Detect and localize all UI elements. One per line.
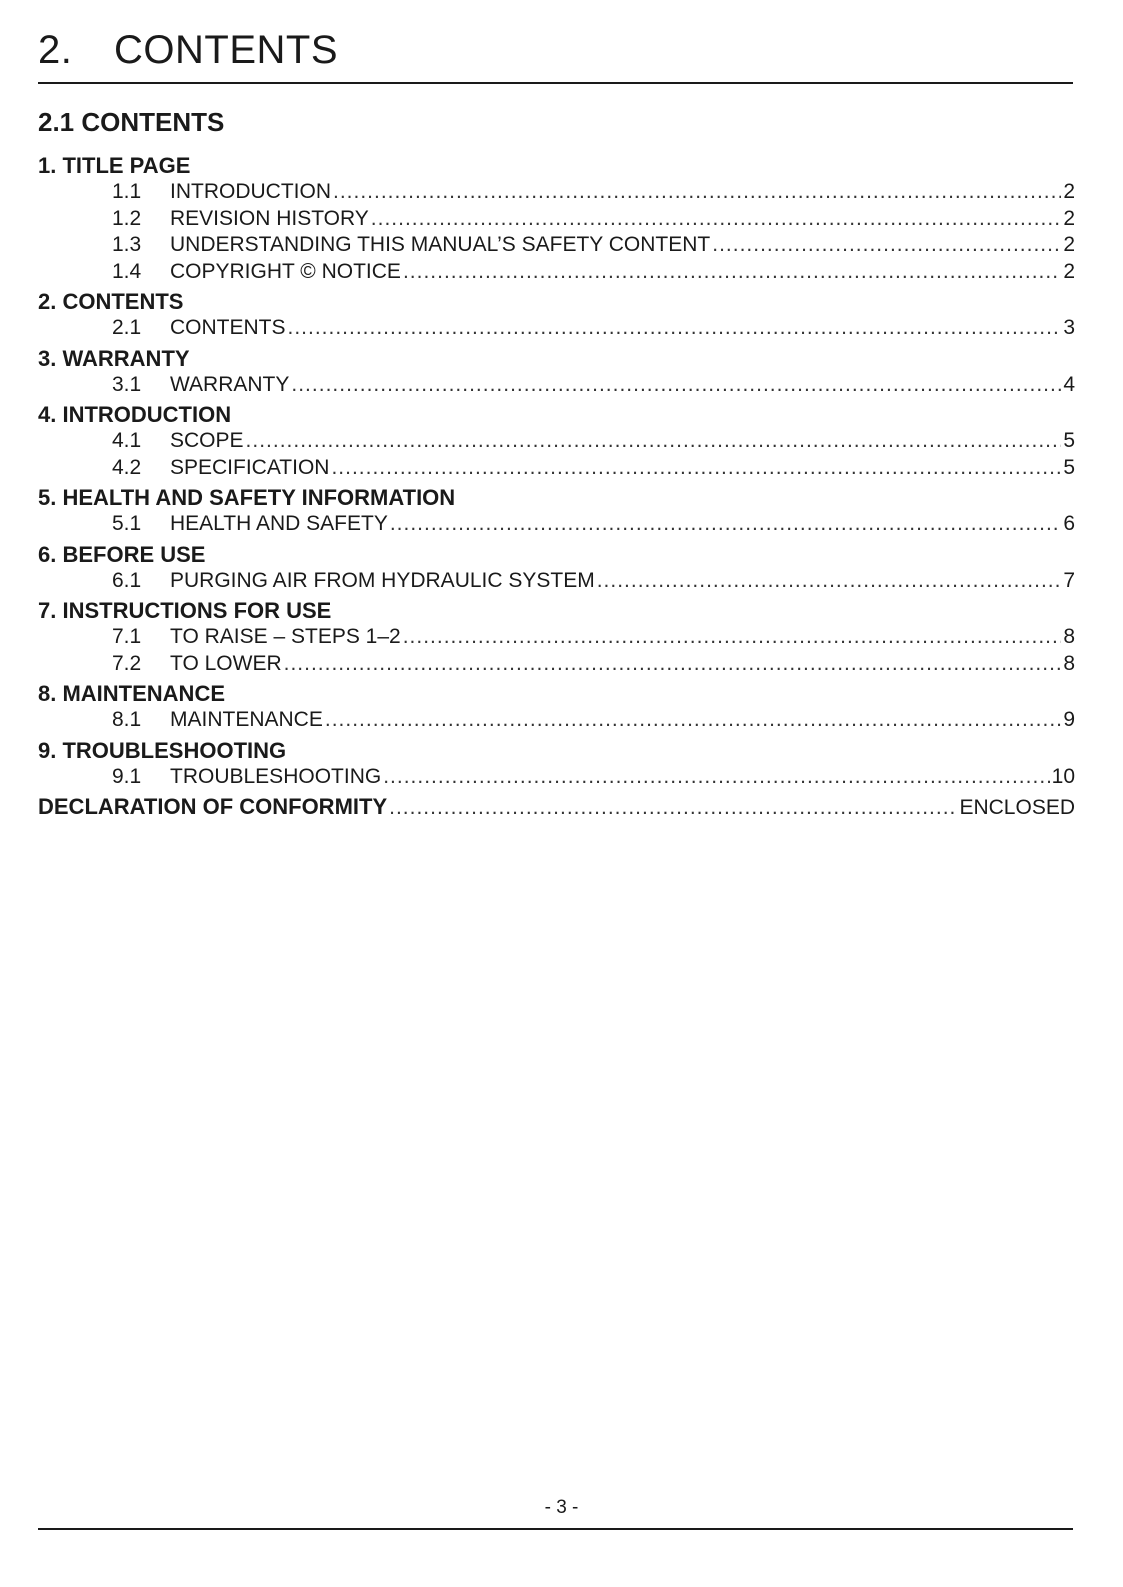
toc-entry-page: 2 (1063, 206, 1075, 230)
toc-entry-page: 2 (1063, 233, 1075, 256)
toc-entry-number: 1.3 (112, 233, 142, 256)
toc-entry-page: 3 (1063, 316, 1075, 339)
dot-leader (246, 428, 1062, 454)
toc-entry-number: 6.1 (112, 568, 142, 592)
toc-section-title[interactable]: 3. WARRANTY (38, 345, 190, 371)
toc-section (38, 485, 1075, 538)
toc-section (38, 346, 1075, 399)
toc-entry-page: 5 (1063, 429, 1075, 452)
toc-entry-page: 8 (1063, 651, 1075, 675)
toc-section-title[interactable]: 4. INTRODUCTION (38, 402, 232, 427)
toc-entry-title: INTRODUCTION (170, 180, 331, 203)
toc-section-title[interactable]: 6. BEFORE USE (38, 541, 206, 567)
dot-leader (284, 651, 1062, 677)
dot-leader (383, 764, 1049, 790)
dot-leader (712, 232, 1061, 258)
toc-entry-number: 1.1 (112, 180, 142, 203)
top-rule (38, 82, 1073, 84)
toc-entry-page: 7 (1063, 568, 1075, 592)
toc-entry-number: 9.1 (112, 764, 142, 788)
toc-section (38, 681, 1075, 734)
bottom-rule (38, 1528, 1073, 1530)
toc-entry-page: 10 (1051, 764, 1075, 788)
dot-leader (403, 259, 1061, 285)
page-number: - 3 - (544, 1497, 579, 1518)
toc-entry-title: PURGING AIR FROM HYDRAULIC SYSTEM (170, 568, 595, 592)
toc-section-title[interactable]: 7. INSTRUCTIONS FOR USE (38, 598, 332, 623)
toc-section (38, 738, 1075, 791)
toc-entry-page: 8 (1063, 625, 1075, 648)
toc-entry-number: 1.4 (112, 259, 142, 283)
declaration-page: ENCLOSED (959, 796, 1075, 819)
toc-entry[interactable] (38, 232, 1075, 259)
toc-entry-number: 5.1 (112, 512, 142, 535)
toc-entry[interactable] (38, 707, 1075, 734)
toc-entry[interactable] (38, 455, 1075, 482)
toc-entry[interactable] (38, 315, 1075, 342)
dot-leader (333, 179, 1061, 205)
toc-entry-number: 4.2 (112, 455, 142, 479)
declaration-entry[interactable] (38, 794, 1075, 821)
toc-entry-page: 2 (1063, 259, 1075, 283)
section-subheading: 2.1 CONTENTS (38, 107, 225, 137)
toc-section-title[interactable]: 1. TITLE PAGE (38, 153, 191, 178)
toc-entry[interactable] (38, 259, 1075, 286)
toc-entry-number: 7.2 (112, 651, 142, 675)
toc-entry-page: 6 (1063, 512, 1075, 535)
toc-section (38, 402, 1075, 481)
dot-leader (371, 206, 1062, 232)
toc-sections (38, 153, 1075, 790)
toc-section-title[interactable]: 5. HEALTH AND SAFETY INFORMATION (38, 485, 456, 510)
toc-entry[interactable] (38, 624, 1075, 651)
toc-entry-title: SPECIFICATION (170, 455, 330, 479)
toc-section (38, 153, 1075, 285)
toc-section (38, 289, 1075, 342)
dot-leader (390, 511, 1061, 537)
toc-entry-title: CONTENTS (170, 316, 286, 339)
toc-entry-title: UNDERSTANDING THIS MANUAL’S SAFETY CONTENT (170, 233, 711, 256)
toc-entry-page: 4 (1063, 372, 1075, 396)
toc-section-title[interactable]: 9. TROUBLESHOOTING (38, 737, 287, 763)
toc-entry-title: HEALTH AND SAFETY (170, 512, 388, 535)
toc-entry-title: WARRANTY (170, 372, 290, 396)
dot-leader (389, 795, 957, 821)
dot-leader (325, 707, 1061, 733)
toc-entry-number: 7.1 (112, 625, 142, 648)
toc-section (38, 542, 1075, 595)
declaration-title: DECLARATION OF CONFORMITY (38, 794, 388, 819)
toc-entry-title: MAINTENANCE (170, 708, 323, 731)
toc-entry[interactable] (38, 372, 1075, 399)
toc-entry-page: 5 (1063, 455, 1075, 479)
page-heading-title: CONTENTS (114, 28, 338, 72)
toc-entry-title: TROUBLESHOOTING (170, 764, 382, 788)
dot-leader (597, 568, 1062, 594)
toc-entry[interactable] (38, 206, 1075, 233)
dot-leader (403, 624, 1062, 650)
toc-entry-title: COPYRIGHT © NOTICE (170, 259, 401, 283)
toc-entry-title: TO RAISE – STEPS 1–2 (170, 625, 401, 648)
toc-entry-page: 2 (1063, 180, 1075, 203)
toc-entry[interactable] (38, 428, 1075, 455)
toc-entry-number: 4.1 (112, 429, 142, 452)
toc-entry-number: 3.1 (112, 372, 142, 396)
toc-entry-title: SCOPE (170, 429, 244, 452)
toc-entry-number: 2.1 (112, 316, 142, 339)
dot-leader (331, 455, 1061, 481)
table-of-contents (38, 153, 1075, 821)
toc-section-title[interactable]: 2. CONTENTS (38, 289, 184, 314)
toc-entry[interactable] (38, 651, 1075, 678)
page-heading (38, 26, 338, 74)
toc-entry-number: 1.2 (112, 206, 142, 230)
toc-entry-page: 9 (1063, 708, 1075, 731)
toc-section-title[interactable]: 8. MAINTENANCE (38, 681, 226, 706)
toc-entry[interactable] (38, 511, 1075, 538)
toc-entry[interactable] (38, 568, 1075, 595)
toc-entry-title: REVISION HISTORY (170, 206, 369, 230)
toc-section (38, 598, 1075, 677)
toc-entry[interactable] (38, 764, 1075, 791)
dot-leader (291, 372, 1061, 398)
toc-entry-title: TO LOWER (170, 651, 282, 675)
page-heading-number: 2. (38, 28, 73, 72)
toc-entry[interactable] (38, 179, 1075, 206)
toc-entry-number: 8.1 (112, 708, 142, 731)
dot-leader (288, 315, 1062, 341)
